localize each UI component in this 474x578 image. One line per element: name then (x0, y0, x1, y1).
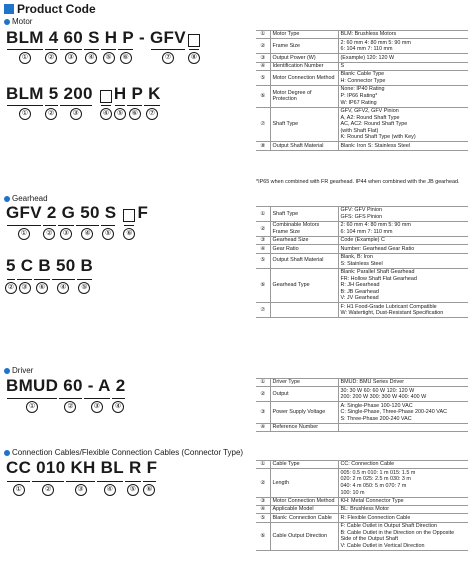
row-label: Frame Size (270, 39, 338, 54)
table-row (256, 387, 468, 402)
row-value: Blank: Parallel Shaft Gearhead FR: Hollow Shaft Flat Gearhead R: JH Gearhead B: JB Gearhead V: JV Gearhead (338, 268, 468, 303)
option-box (100, 90, 112, 103)
option-box (188, 34, 200, 47)
row-value: 30: 30 W 60: 60 W 120: 120 W 200: 200 W 300: 300 W 400: 400 W (338, 387, 468, 402)
section-heading-text: Gearhead (12, 194, 48, 203)
segment-underline (101, 225, 116, 226)
table-row (256, 39, 468, 54)
segment-underline (45, 105, 58, 106)
segment-number: ② (42, 484, 54, 496)
row-value: None: IP40 Rating P: IP66 Rating* W: IP67 Rating (338, 86, 468, 108)
segment-underline (84, 49, 99, 50)
row-label: Shaft Type (270, 107, 338, 142)
page-title (4, 2, 96, 16)
segment-number: ③ (65, 52, 77, 64)
code-segment: 5 (6, 256, 16, 275)
row-number: ① (256, 31, 270, 39)
segment-underline (7, 105, 43, 106)
segment-underline (7, 49, 43, 50)
row-value: S (338, 62, 468, 70)
table-row (256, 423, 468, 431)
segment-number: ⑤ (127, 484, 139, 496)
segment-number: ① (26, 401, 38, 413)
option-box (123, 209, 135, 222)
table-row (256, 86, 468, 108)
segment-underline (52, 279, 75, 280)
row-value: KH: Metal Connector Type (338, 497, 468, 505)
row-number: ⑤ (256, 253, 270, 268)
row-value: BMUD: BMU Series Driver (338, 379, 468, 387)
segment-number: ⑤ (103, 52, 115, 64)
segment-underline (7, 481, 30, 482)
code-segment: C (15, 256, 34, 275)
code-segment: K (143, 84, 161, 103)
row-value: BLM: Brushless Motors (338, 31, 468, 39)
segment-number: ⑤ (114, 108, 126, 120)
row-number: ② (256, 221, 270, 236)
segment-underline (76, 225, 99, 226)
row-label: Power Supply Voltage (270, 402, 338, 424)
bullet-icon (4, 196, 10, 202)
segment-underline (144, 105, 160, 106)
segment-number: ⑥ (123, 228, 135, 240)
section-heading (4, 194, 48, 203)
row-value: Blank: Iron S: Stainless Steel (338, 142, 468, 150)
segment-number: ① (18, 228, 30, 240)
segment-number: ③ (19, 282, 31, 294)
row-number: ① (256, 461, 270, 469)
table-row (256, 268, 468, 303)
row-number: ④ (256, 505, 270, 513)
segment-number: ③ (75, 484, 87, 496)
code-segment: G (56, 203, 76, 222)
row-label: Identification Number (270, 62, 338, 70)
product-code-line (6, 376, 126, 396)
segment-underline (60, 49, 83, 50)
segment-underline (127, 105, 142, 106)
code-segment: BMUD (6, 376, 59, 395)
segment-number: ④ (100, 108, 112, 120)
table-row (256, 62, 468, 70)
row-label: Cable Output Direction (270, 522, 338, 550)
row-number: ⑥ (256, 522, 270, 550)
code-segment: P (117, 28, 135, 47)
segment-number: ① (19, 52, 31, 64)
code-segment: S (99, 203, 117, 222)
segment-number: ⑦ (146, 108, 158, 120)
code-segment: B (33, 256, 51, 275)
segment-number: ④ (112, 401, 124, 413)
table-row (256, 207, 468, 222)
bullet-icon (4, 450, 10, 456)
row-value: Number: Gearhead Gear Ratio (338, 245, 468, 253)
section-heading (4, 448, 243, 457)
code-segment: 2 (41, 203, 57, 222)
segment-underline (7, 279, 15, 280)
code-segment: P (126, 84, 144, 103)
table-row (256, 461, 468, 469)
segment-underline (43, 225, 56, 226)
row-label: Reference Number (270, 423, 338, 431)
code-segment: 60 (58, 376, 83, 395)
product-code-line (6, 203, 148, 223)
row-number: ⑤ (256, 71, 270, 86)
segment-number: ① (13, 484, 25, 496)
row-value: R: Flexible Connection Cable (338, 514, 468, 522)
row-number: ① (256, 379, 270, 387)
row-number: ③ (256, 236, 270, 244)
page-title-text: Product Code (17, 2, 96, 16)
row-label: Cable Type (270, 461, 338, 469)
segment-number: ④ (81, 228, 93, 240)
segment-underline (118, 49, 133, 50)
row-number: ④ (256, 423, 270, 431)
row-value: CC: Connection Cable (338, 461, 468, 469)
code-segment: - A (82, 376, 111, 395)
code-segment: F (137, 203, 149, 222)
row-value: Blank, B: Iron S: Stainless Steel (338, 253, 468, 268)
segment-underline (60, 105, 92, 106)
row-label: Gearhead Type (270, 268, 338, 303)
row-label: Motor Type (270, 31, 338, 39)
code-segment: S (83, 28, 100, 47)
code-segment: 5 (43, 84, 59, 103)
segment-underline (45, 49, 58, 50)
segment-underline (34, 279, 50, 280)
segment-underline (101, 49, 117, 50)
segment-number: ③ (91, 401, 103, 413)
row-value: F: Cable Outlet in Output Shaft Direction B: Cable Outlet in the Direction on the Opposite Side of the Output Shaft V: Cable Outlet in Vertical Direction (338, 522, 468, 550)
code-segment: B (75, 256, 94, 275)
bullet-icon (4, 368, 10, 374)
code-segment: 4 (43, 28, 59, 47)
segment-underline (66, 481, 94, 482)
segment-underline (7, 398, 57, 399)
specification-table (256, 206, 468, 318)
code-segment: BLM (6, 28, 44, 47)
segment-number: ⑤ (78, 282, 90, 294)
table-row (256, 505, 468, 513)
code-segment (93, 84, 98, 104)
row-label: Driver Type (270, 379, 338, 387)
segment-number: ⑥ (120, 52, 132, 64)
segment-underline (59, 398, 82, 399)
table-row (256, 514, 468, 522)
row-label: Applicable Model (270, 505, 338, 513)
code-segment: R (123, 458, 142, 477)
segment-underline (17, 279, 33, 280)
row-number: ② (256, 387, 270, 402)
segment-number: ② (64, 401, 76, 413)
segment-underline (84, 398, 110, 399)
product-code-line (6, 84, 161, 104)
table-row (256, 522, 468, 550)
segment-number: ⑤ (102, 228, 114, 240)
table-row (256, 379, 468, 387)
code-segment: 010 (31, 458, 66, 477)
code-segment: GFV (150, 28, 186, 47)
row-number: ④ (256, 245, 270, 253)
code-segment (116, 203, 121, 223)
product-code-line (6, 458, 157, 478)
table-row (256, 71, 468, 86)
product-code-line (6, 28, 202, 48)
row-label: Blank: Connection Cable (270, 514, 338, 522)
code-segment: KH (65, 458, 96, 477)
row-number: ⑤ (256, 514, 270, 522)
row-label: Combinable Motors Frame Size (270, 221, 338, 236)
row-value (338, 423, 468, 431)
row-number: ③ (256, 54, 270, 62)
segment-number: ② (45, 108, 57, 120)
code-segment: - (134, 28, 151, 47)
code-segment: GFV (6, 203, 42, 222)
table-row (256, 469, 468, 497)
table-row (256, 497, 468, 505)
segment-underline (112, 398, 125, 399)
segment-number: ④ (57, 282, 69, 294)
row-value: GFV, GFV2, GFV Pinion A, A2: Round Shaft Type AC, AC2: Round Shaft Type (with Shaft Flat) K: Round Shaft Type (with Key) (338, 107, 468, 142)
footnote: *IP65 when combined with FR gearhead. IP44 when combined with the JB gearhead. (256, 179, 460, 185)
row-value: GFV: GFV Pinion GFS: GFS Pinion (338, 207, 468, 222)
row-number: ⑦ (256, 303, 270, 318)
row-value: (Example) 120: 120 W (338, 54, 468, 62)
segment-number: ④ (104, 484, 116, 496)
code-segment: F (141, 458, 158, 477)
segment-underline (7, 225, 41, 226)
specification-table (256, 30, 468, 151)
row-label: Length (270, 469, 338, 497)
section-heading-text: Motor (12, 17, 33, 26)
row-value: 2: 60 mm 4: 80 mm 5: 90 mm 6: 104 mm 7: 110 mm (338, 39, 468, 54)
table-row (256, 221, 468, 236)
segment-number: ② (5, 282, 17, 294)
row-number: ⑥ (256, 268, 270, 303)
segment-number: ⑧ (188, 52, 200, 64)
code-segment: CC (6, 458, 32, 477)
row-number: ② (256, 469, 270, 497)
row-value: A: Single-Phase 100-120 VAC C: Single-Phase, Three-Phase 200-240 VAC S: Three-Phase 200-240 VAC (338, 402, 468, 424)
row-value: F: H1 Food-Grade Lubricant Compatible W: Watertight, Dust-Resistant Specification (338, 303, 468, 318)
row-label: Output Power (W) (270, 54, 338, 62)
row-number: ⑦ (256, 107, 270, 142)
code-segment: 50 (75, 203, 100, 222)
segment-number: ⑥ (143, 484, 155, 496)
code-segment: 50 (50, 256, 76, 275)
title-marker-icon (4, 4, 14, 14)
code-segment: BLM (6, 84, 44, 103)
row-value: Code (Example) C (338, 236, 468, 244)
code-segment: 200 (58, 84, 93, 103)
row-label: Motor Connection Method (270, 497, 338, 505)
row-label: Output Shaft Material (270, 253, 338, 268)
row-label: Output Shaft Material (270, 142, 338, 150)
segment-number: ④ (85, 52, 97, 64)
segment-number: ② (43, 228, 55, 240)
bullet-icon (4, 19, 10, 25)
row-number: ⑧ (256, 142, 270, 150)
row-number: ③ (256, 497, 270, 505)
row-label: Motor Connection Method (270, 71, 338, 86)
row-number: ③ (256, 402, 270, 424)
row-label: Motor Degree of Protection (270, 86, 338, 108)
segment-underline (115, 105, 126, 106)
segment-underline (58, 225, 75, 226)
row-value: BL: Brushless Motor (338, 505, 468, 513)
product-code-line (6, 256, 93, 276)
segment-number: ③ (70, 108, 82, 120)
segment-underline (97, 481, 123, 482)
segment-underline (189, 49, 199, 50)
segment-number: ① (19, 108, 31, 120)
segment-number: ⑥ (129, 108, 141, 120)
table-row (256, 402, 468, 424)
table-row (256, 107, 468, 142)
segment-underline (77, 279, 93, 280)
table-row (256, 31, 468, 39)
code-segment: 2 (110, 376, 126, 395)
code-segment: H (113, 84, 127, 103)
row-number: ⑥ (256, 86, 270, 108)
segment-number: ③ (60, 228, 72, 240)
code-segment: H (99, 28, 118, 47)
row-value: 2: 60 mm 4: 80 mm 5: 90 mm 6: 104 mm 7: 110 mm (338, 221, 468, 236)
section-heading-text: Connection Cables/Flexible Connection Cables (Connector Type) (12, 448, 244, 457)
section-heading-text: Driver (12, 366, 34, 375)
specification-table (256, 460, 468, 551)
row-label: Shaft Type (270, 207, 338, 222)
table-row (256, 54, 468, 62)
table-row (256, 245, 468, 253)
row-value: 005: 0.5 m 010: 1 m 015: 1.5 m 020: 2 m 025: 2.5 m 030: 3 m 040: 4 m 050: 5 m 070: 7 m 100: 10 m (338, 469, 468, 497)
row-number: ② (256, 39, 270, 54)
segment-number: ⑦ (162, 52, 174, 64)
row-value: Blank: Cable Type H: Connector Type (338, 71, 468, 86)
section-heading (4, 366, 33, 375)
table-row (256, 236, 468, 244)
segment-underline (143, 481, 157, 482)
segment-underline (101, 105, 111, 106)
row-label: Gearhead Size (270, 236, 338, 244)
segment-underline (32, 481, 64, 482)
table-row (256, 142, 468, 150)
row-label (270, 303, 338, 318)
code-segment: BL (95, 458, 124, 477)
code-segment: 60 (58, 28, 84, 47)
row-label: Output (270, 387, 338, 402)
segment-underline (125, 481, 141, 482)
segment-underline (124, 225, 134, 226)
table-row (256, 253, 468, 268)
row-label: Gear Ratio (270, 245, 338, 253)
section-heading (4, 17, 32, 26)
table-row (256, 303, 468, 318)
segment-number: ② (45, 52, 57, 64)
row-number: ① (256, 207, 270, 222)
specification-table (256, 378, 468, 432)
segment-number: ⑥ (36, 282, 48, 294)
row-number: ④ (256, 62, 270, 70)
segment-underline (151, 49, 185, 50)
